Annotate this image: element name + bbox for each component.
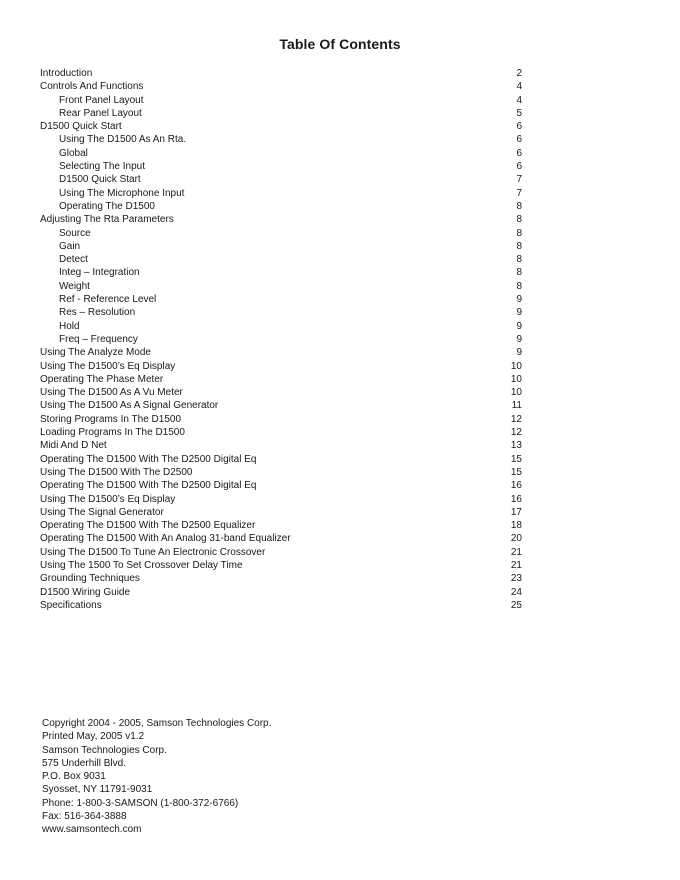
toc-row [40, 67, 522, 80]
toc-entry-title: Res – Resolution [59, 307, 136, 319]
toc-row [40, 386, 522, 399]
toc-entry-title: D1500 Quick Start [59, 174, 141, 186]
toc-entry-title: Using The Microphone Input [59, 187, 185, 199]
toc-row [40, 306, 522, 319]
toc-row [40, 479, 522, 492]
toc-page-number: 25 [510, 599, 522, 611]
toc-row [40, 546, 522, 559]
toc-entry-title: Specifications [40, 599, 102, 611]
toc-entry-title: Front Panel Layout [59, 94, 144, 106]
toc-page-number: 16 [510, 480, 522, 492]
toc-row [40, 333, 522, 346]
toc-entry-title: Weight [59, 280, 90, 292]
toc-row [40, 426, 522, 439]
toc-row [40, 599, 522, 612]
toc-entry-title: Controls And Functions [40, 81, 144, 93]
toc-row [40, 346, 522, 359]
footer-line: Fax: 516-364-3888 [42, 811, 127, 823]
toc-row [40, 200, 522, 213]
footer-line: Phone: 1-800-3-SAMSON (1-800-372-6766) [42, 797, 239, 809]
footer-line: P.O. Box 9031 [42, 771, 106, 783]
toc-page-number: 9 [516, 320, 522, 332]
toc-row [40, 280, 522, 293]
page-title: Table Of Contents [279, 36, 401, 52]
toc-page-number: 10 [510, 387, 522, 399]
toc-page-number: 8 [516, 267, 522, 279]
toc-page-number: 21 [510, 546, 522, 558]
toc-row [40, 266, 522, 279]
toc-row [40, 173, 522, 186]
toc-row [40, 519, 522, 532]
toc-page-number: 8 [516, 254, 522, 266]
toc-page-number: 7 [516, 187, 522, 199]
toc-page-number: 20 [510, 533, 522, 545]
toc-row [40, 240, 522, 253]
toc-page-number: 6 [516, 161, 522, 173]
table-of-contents [40, 67, 522, 612]
toc-row [40, 506, 522, 519]
toc-row [40, 373, 522, 386]
toc-page-number: 12 [510, 413, 522, 425]
toc-entry-title: Using The D1500 With The D2500 [40, 466, 193, 478]
toc-entry-title: Using The D1500 As A Vu Meter [40, 387, 183, 399]
toc-row [40, 559, 522, 572]
toc-row [40, 213, 522, 226]
toc-row [40, 147, 522, 160]
toc-page-number: 8 [516, 240, 522, 252]
toc-page-number: 13 [510, 440, 522, 452]
toc-row [40, 94, 522, 107]
toc-page-number: 9 [516, 294, 522, 306]
toc-row [40, 439, 522, 452]
toc-page-number: 6 [516, 147, 522, 159]
toc-page-number: 16 [510, 493, 522, 505]
toc-row [40, 360, 522, 373]
toc-page-number: 9 [516, 307, 522, 319]
toc-page-number: 5 [516, 107, 522, 119]
toc-row [40, 160, 522, 173]
toc-entry-title: Operating The D1500 With An Analog 31-band Equalizer [40, 533, 291, 545]
toc-entry-title: Source [59, 227, 91, 239]
toc-row [40, 572, 522, 585]
toc-entry-title: Using The D1500’s Eq Display [40, 360, 176, 372]
toc-page-number: 12 [510, 427, 522, 439]
toc-entry-title: Midi And D Net [40, 440, 107, 452]
toc-entry-title: Global [59, 147, 88, 159]
toc-page-number: 18 [510, 520, 522, 532]
toc-row [40, 80, 522, 93]
toc-entry-title: Using The Analyze Mode [40, 347, 151, 359]
toc-page-number: 10 [510, 360, 522, 372]
footer-line: Syosset, NY 11791-9031 [42, 784, 153, 796]
toc-row [40, 227, 522, 240]
toc-row [40, 320, 522, 333]
toc-entry-title: Storing Programs In The D1500 [40, 413, 182, 425]
toc-page-number: 8 [516, 227, 522, 239]
toc-page-number: 21 [510, 559, 522, 571]
toc-page-number: 15 [510, 453, 522, 465]
toc-entry-title: Operating The D1500 With The D2500 Equalizer [40, 520, 256, 532]
toc-page-number: 9 [516, 333, 522, 345]
toc-entry-title: Operating The D1500 With The D2500 Digital Eq [40, 480, 257, 492]
toc-row [40, 120, 522, 133]
toc-entry-title: Using The D1500 As A Signal Generator [40, 400, 219, 412]
toc-entry-title: D1500 Quick Start [40, 121, 122, 133]
toc-entry-title: Using The Signal Generator [40, 506, 164, 518]
toc-row [40, 187, 522, 200]
toc-page-number: 24 [510, 586, 522, 598]
toc-row [40, 253, 522, 266]
toc-row [40, 399, 522, 412]
toc-page-number: 4 [516, 94, 522, 106]
toc-page-number: 15 [510, 466, 522, 478]
toc-row [40, 453, 522, 466]
toc-page-number: 4 [516, 81, 522, 93]
footer-line: 575 Underhill Blvd. [42, 757, 126, 769]
toc-entry-title: Operating The D1500 With The D2500 Digital Eq [40, 453, 257, 465]
toc-entry-title: Ref - Reference Level [59, 294, 157, 306]
toc-row [40, 413, 522, 426]
toc-page-number: 8 [516, 214, 522, 226]
copyright-footer [42, 717, 442, 837]
toc-entry-title: Operating The Phase Meter [40, 373, 164, 385]
toc-row [40, 586, 522, 599]
toc-entry-title: Integ – Integration [59, 267, 140, 279]
footer-line: www.samsontech.com [42, 824, 142, 836]
toc-page-number: 8 [516, 200, 522, 212]
toc-entry-title: Hold [59, 320, 80, 332]
toc-entry-title: Using The D1500 To Tune An Electronic Crossover [40, 546, 266, 558]
toc-page-number: 6 [516, 121, 522, 133]
toc-page-number: 7 [516, 174, 522, 186]
toc-entry-title: Loading Programs In The D1500 [40, 427, 185, 439]
toc-row [40, 107, 522, 120]
toc-entry-title: Using The D1500’s Eq Display [40, 493, 176, 505]
toc-page-number: 17 [510, 506, 522, 518]
toc-entry-title: Operating The D1500 [59, 200, 155, 212]
toc-page-number: 2 [516, 68, 522, 79]
toc-entry-title: Introduction [40, 68, 93, 79]
footer-line: Samson Technologies Corp. [42, 744, 167, 756]
toc-row [40, 466, 522, 479]
toc-entry-title: Freq – Frequency [59, 333, 138, 345]
toc-entry-title: Detect [59, 254, 88, 266]
toc-page-number: 9 [516, 347, 522, 359]
footer-line: Printed May, 2005 v1.2 [42, 731, 145, 743]
toc-entry-title: Selecting The Input [59, 161, 145, 173]
toc-entry-title: Adjusting The Rta Parameters [40, 214, 174, 226]
toc-page-number: 8 [516, 280, 522, 292]
footer-line: Copyright 2004 - 2005, Samson Technologies Corp. [42, 718, 272, 729]
toc-entry-title: Using The D1500 As An Rta. [59, 134, 187, 146]
toc-page-number: 6 [516, 134, 522, 146]
toc-row [40, 133, 522, 146]
toc-entry-title: Grounding Techniques [40, 573, 140, 585]
toc-entry-title: Gain [59, 240, 81, 252]
toc-page-number: 11 [511, 400, 522, 412]
toc-entry-title: Rear Panel Layout [59, 107, 142, 119]
toc-entry-title: D1500 Wiring Guide [40, 586, 131, 598]
toc-entry-title: Using The 1500 To Set Crossover Delay Time [40, 559, 243, 571]
toc-row [40, 293, 522, 306]
toc-page-number: 23 [510, 573, 522, 585]
toc-row [40, 532, 522, 545]
toc-page-number: 10 [510, 373, 522, 385]
toc-row [40, 493, 522, 506]
